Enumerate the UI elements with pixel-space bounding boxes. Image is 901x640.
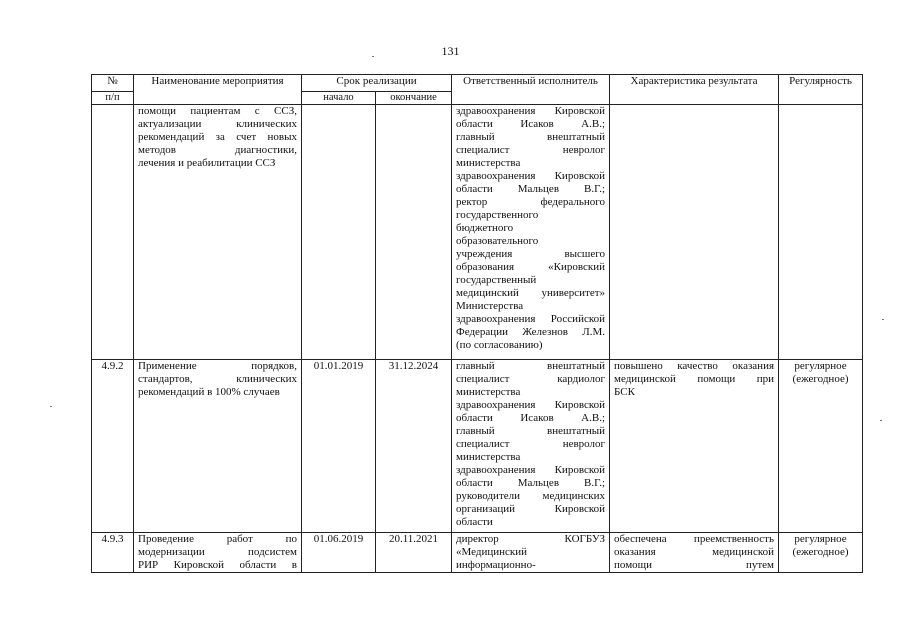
responsible-line: специалист кардиолог [456, 373, 606, 385]
responsible-line: области Мальцев В.Г.; [456, 183, 606, 195]
header-period: Срок реализации [302, 75, 452, 92]
event-name-cell [134, 533, 302, 573]
table-row [92, 360, 863, 533]
responsible-line: здравоохранения Кировской [456, 170, 606, 182]
start-date [302, 105, 376, 360]
regularity-line: регулярное [794, 533, 847, 545]
responsible-cell [452, 533, 610, 573]
responsible-line: главный внештатный [456, 360, 606, 372]
name-line: стандартов, клинических [138, 373, 297, 385]
end-date [376, 105, 452, 360]
responsible-line: здравоохранения Российской [456, 313, 606, 325]
table-row [92, 105, 863, 360]
plan-table [91, 74, 863, 573]
row-number [92, 105, 134, 360]
result-line: обеспечена преемственность [614, 533, 775, 545]
responsible-line: области [456, 516, 493, 528]
responsible-line: главный внештатный [456, 425, 606, 437]
responsible-line: образования «Кировский [456, 261, 606, 273]
row-number: 4.9.3 [92, 533, 134, 573]
page-number: 131 [441, 44, 460, 58]
responsible-line: области Исаков А.В.; [456, 412, 606, 424]
responsible-line: специалист невролог [456, 438, 606, 450]
regularity-line: (ежегодное) [792, 546, 849, 558]
name-line: актуализации клинических [138, 118, 297, 130]
header-start: начало [302, 92, 376, 105]
responsible-line: ректор федерального [456, 196, 606, 208]
responsible-line: министерства [456, 386, 521, 398]
responsible-line: информационно- [456, 559, 536, 571]
scan-speck [882, 319, 884, 320]
header-end: окончание [376, 92, 452, 105]
regularity-line: регулярное [794, 360, 847, 372]
scan-speck [880, 420, 882, 421]
name-line: лечения и реабилитации ССЗ [138, 157, 276, 169]
responsible-line: области Мальцев В.Г.; [456, 477, 606, 489]
name-line: методов диагностики, [138, 144, 297, 156]
responsible-line: организаций Кировской [456, 503, 606, 515]
result-line: БСК [614, 386, 635, 398]
name-line: модернизации подсистем [138, 546, 297, 558]
result-cell [610, 360, 779, 533]
start-date: 01.06.2019 [302, 533, 376, 573]
header-regularity: Регулярность [779, 75, 863, 105]
result-cell [610, 533, 779, 573]
result-line: оказания медицинской [614, 546, 775, 558]
responsible-line: руководители медицинских [456, 490, 606, 502]
regularity-cell [779, 533, 863, 573]
end-date: 31.12.2024 [376, 360, 452, 533]
responsible-line: главный внештатный [456, 131, 606, 143]
responsible-line: медицинский университет» [456, 287, 606, 299]
responsible-line: (по согласованию) [456, 339, 543, 351]
responsible-line: учреждения высшего [456, 248, 606, 260]
result-cell [610, 105, 779, 360]
row-number: 4.9.2 [92, 360, 134, 533]
end-date: 20.11.2021 [376, 533, 452, 573]
responsible-line: министерства [456, 157, 521, 169]
responsible-cell [452, 360, 610, 533]
responsible-line: министерства [456, 451, 521, 463]
result-line: помощи путем [614, 559, 775, 571]
responsible-line: Министерства [456, 300, 524, 312]
table-row [92, 533, 863, 573]
header-num-2: п/п [92, 92, 134, 105]
responsible-line: государственного [456, 209, 539, 221]
event-name-cell [134, 360, 302, 533]
responsible-line: директор КОГБУЗ [456, 533, 606, 545]
header-num: № [92, 75, 134, 92]
name-line: РИР Кировской области в [138, 559, 297, 571]
responsible-line: области Исаков А.В.; [456, 118, 606, 130]
name-line: рекомендаций за счет новых [138, 131, 297, 143]
scan-speck [372, 56, 374, 57]
name-line: рекомендаций в 100% случаев [138, 386, 280, 398]
name-line: Применение порядков, [138, 360, 297, 372]
responsible-line: «Медицинский [456, 546, 528, 558]
responsible-line: здравоохранения Кировской [456, 399, 606, 411]
responsible-line: государственный [456, 274, 537, 286]
header-row [92, 75, 863, 92]
responsible-line: бюджетного [456, 222, 514, 234]
responsible-line: здравоохранения Кировской [456, 464, 606, 476]
name-line: Проведение работ по [138, 533, 297, 545]
event-name-cell [134, 105, 302, 360]
regularity-cell [779, 360, 863, 533]
header-responsible: Ответственный исполнитель [452, 75, 610, 105]
regularity-line: (ежегодное) [792, 373, 849, 385]
responsible-line: специалист невролог [456, 144, 606, 156]
responsible-line: здравоохранения Кировской [456, 105, 606, 117]
responsible-cell [452, 105, 610, 360]
header-result: Характеристика результата [610, 75, 779, 105]
regularity-cell [779, 105, 863, 360]
result-line: повышено качество оказания [614, 360, 775, 372]
name-line: помощи пациентам с ССЗ, [138, 105, 297, 117]
start-date: 01.01.2019 [302, 360, 376, 533]
header-name: Наименование мероприятия [134, 75, 302, 105]
result-line: медицинской помощи при [614, 373, 775, 385]
responsible-line: образовательного [456, 235, 539, 247]
scan-speck [50, 406, 52, 407]
responsible-line: Федерации Железнов Л.М. [456, 326, 606, 338]
